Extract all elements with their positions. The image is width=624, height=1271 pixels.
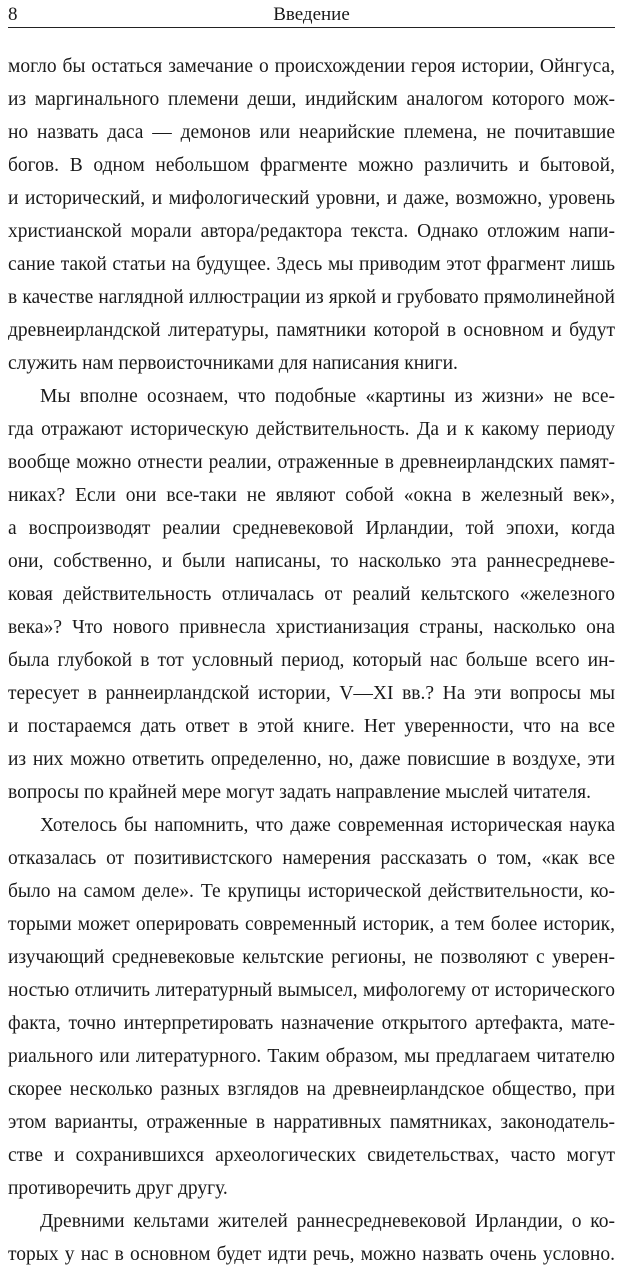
text-line: в качестве наглядной иллюстрации из яркой и грубовато прямолинейной	[8, 287, 615, 308]
text-line: служить нам первоисточниками для написания книги.	[8, 353, 458, 374]
text-line: изучающий средневековые кельтские регионы, не позволяют с уверен-	[8, 947, 615, 968]
running-title: Введение	[273, 4, 350, 25]
text-line: скорее несколько разных взглядов на древнеирландское общество, при	[8, 1079, 615, 1100]
text-line: риального или литературного. Таким образом, мы предлагаем читателю	[8, 1046, 615, 1067]
text-line: Мы вполне осознаем, что подобные «картины из жизни» не все-	[40, 386, 615, 407]
text-line: вопросы по крайней мере могут задать направление мыслей читателя.	[8, 782, 591, 803]
body-text	[8, 50, 615, 1271]
text-line: из маргинального племени деши, индийским аналогом которого мож-	[8, 89, 615, 110]
text-line: торых у нас в основном будет идти речь, можно назвать очень условно.	[8, 1244, 615, 1265]
text-line: богов. В одном небольшом фрагменте можно различить и бытовой,	[8, 155, 615, 176]
running-header	[8, 0, 615, 28]
text-line: и исторический, и мифологический уровни, и даже, возможно, уровень	[8, 188, 615, 209]
text-line: ковая действительность отличалась от реалий кельтского «железного	[8, 584, 615, 605]
text-line: была глубокой в тот условный период, который нас больше всего ин-	[8, 650, 615, 671]
text-line: торыми может оперировать современный историк, а тем более историк,	[8, 914, 615, 935]
text-line: века»? Что нового привнесла христианизация страны, насколько она	[8, 617, 615, 638]
text-line: но назвать даса — демонов или неарийские племена, не почитавшие	[8, 122, 615, 143]
text-line: а воспроизводят реалии средневековой Ирландии, той эпохи, когда	[8, 518, 615, 539]
page-number: 8	[8, 4, 18, 25]
text-line: никах? Если они все-таки не являют собой «окна в железный век»,	[8, 485, 615, 506]
text-line: отказалась от позитивистского намерения рассказать о том, «как все	[8, 848, 615, 869]
text-line: Древними кельтами жителей раннесредневековой Ирландии, о ко-	[40, 1211, 615, 1232]
text-line: вообще можно отнести реалии, отраженные в древнеирландских памят-	[8, 452, 615, 473]
text-line: тересует в раннеирландской истории, V—XI вв.? На эти вопросы мы	[8, 683, 615, 704]
text-line: противоречить друг другу.	[8, 1178, 228, 1199]
book-page	[8, 0, 615, 1265]
text-line: Хотелось бы напомнить, что даже современная историческая наука	[40, 815, 615, 836]
text-line: древнеирландской литературы, памятники которой в основном и будут	[8, 320, 615, 341]
text-line: этом варианты, отраженные в нарративных памятниках, законодатель-	[8, 1112, 615, 1133]
text-line: гда отражают историческую действительность. Да и к какому периоду	[8, 419, 615, 440]
text-line: могло бы остаться замечание о происхождении героя истории, Ойнгуса,	[8, 56, 615, 77]
text-line: они, собственно, и были написаны, то насколько эта раннесредневе-	[8, 551, 615, 572]
text-line: было на самом деле». Те крупицы исторической действительности, ко-	[8, 881, 615, 902]
text-line: сание такой статьи на будущее. Здесь мы приводим этот фрагмент лишь	[8, 254, 615, 275]
text-line: и постараемся дать ответ в этой книге. Нет уверенности, что на все	[8, 716, 615, 737]
text-line: стве и сохранившихся археологических свидетельствах, часто могут	[8, 1145, 615, 1166]
text-line: христианской морали автора/редактора текста. Однако отложим напи-	[8, 221, 615, 242]
text-line: из них можно ответить определенно, но, даже повисшие в воздухе, эти	[8, 749, 615, 770]
text-line: ностью отличить литературный вымысел, мифологему от исторического	[8, 980, 615, 1001]
text-line: факта, точно интерпретировать назначение открытого артефакта, мате-	[8, 1013, 615, 1034]
